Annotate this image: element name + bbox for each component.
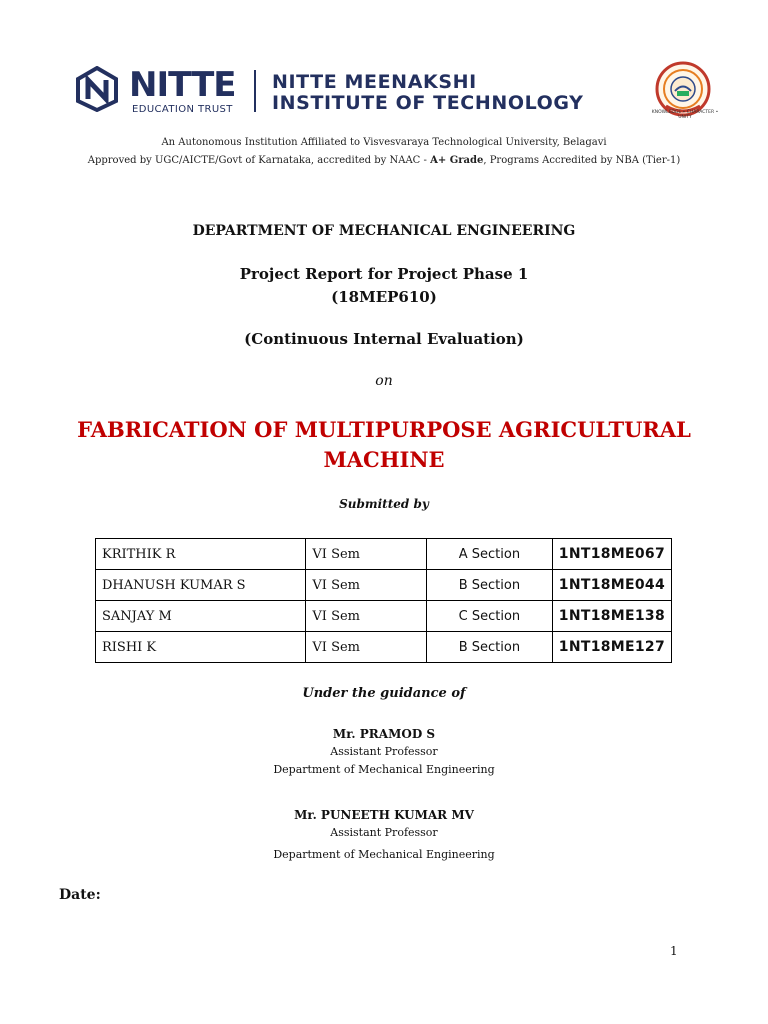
guidance-label: Under the guidance of — [302, 686, 466, 701]
guide-department: Department of Mechanical Engineering — [273, 763, 495, 776]
student-name: DHANUSH KUMAR S — [96, 570, 306, 601]
naac-grade: A+ Grade — [430, 155, 484, 166]
student-usn: 1NT18ME138 — [552, 601, 671, 632]
guide-name: Mr. PRAMOD S — [332, 727, 436, 741]
student-usn: 1NT18ME044 — [552, 570, 671, 601]
report-title: Project Report for Project Phase 1 — [239, 265, 529, 283]
approval-line — [0, 155, 768, 166]
student-section: C Section — [427, 601, 553, 632]
approval-text: Approved by UGC/AICTE/Govt of Karnataka, accredited by NAAC - — [87, 155, 431, 166]
on-label: on — [375, 373, 393, 389]
department-heading: DEPARTMENT OF MECHANICAL ENGINEERING — [192, 223, 576, 239]
institute-name-line2: INSTITUTE OF TECHNOLOGY — [272, 92, 584, 114]
student-semester: VI Sem — [306, 632, 427, 663]
date-label: Date: — [59, 887, 101, 903]
student-name: RISHI K — [96, 632, 306, 663]
approval-text-end: , Programs Accredited by NBA (Tier-1) — [483, 155, 681, 166]
student-name: KRITHIK R — [96, 539, 306, 570]
student-section: B Section — [427, 632, 553, 663]
brand-subtitle: EDUCATION TRUST — [132, 104, 233, 115]
student-section: B Section — [427, 570, 553, 601]
student-usn: 1NT18ME067 — [552, 539, 671, 570]
affiliation-line: An Autonomous Institution Affiliated to Visvesvaraya Technological University, Belagavi — [161, 137, 607, 148]
student-section: A Section — [427, 539, 553, 570]
course-code: (18MEP610) — [331, 288, 437, 306]
submitted-by-label: Submitted by — [339, 497, 429, 511]
students-table — [95, 538, 672, 663]
letterhead — [72, 58, 722, 128]
project-title-line1: FABRICATION OF MULTIPURPOSE AGRICULTURAL — [77, 417, 691, 442]
brand-name: NITTE — [129, 65, 236, 105]
project-title-line2: MACHINE — [323, 447, 445, 472]
header-divider — [254, 70, 256, 112]
guide-designation: Assistant Professor — [330, 745, 438, 758]
student-semester: VI Sem — [306, 601, 427, 632]
table-row — [96, 632, 672, 663]
guide-designation: Assistant Professor — [330, 826, 438, 839]
table-row — [96, 539, 672, 570]
guide-name: Mr. PUNEETH KUMAR MV — [294, 808, 474, 822]
page-number: 1 — [670, 944, 678, 958]
institute-name-line1: NITTE MEENAKSHI — [272, 71, 477, 93]
student-usn: 1NT18ME127 — [552, 632, 671, 663]
student-name: SANJAY M — [96, 601, 306, 632]
student-semester: VI Sem — [306, 570, 427, 601]
evaluation-type: (Continuous Internal Evaluation) — [244, 330, 524, 348]
table-row — [96, 570, 672, 601]
seal-caption: KNOWLEDGE • CHARACTER • UNITY — [651, 110, 719, 120]
table-row — [96, 601, 672, 632]
student-semester: VI Sem — [306, 539, 427, 570]
guide-department: Department of Mechanical Engineering — [273, 848, 495, 861]
nitte-logo-icon — [74, 66, 120, 112]
